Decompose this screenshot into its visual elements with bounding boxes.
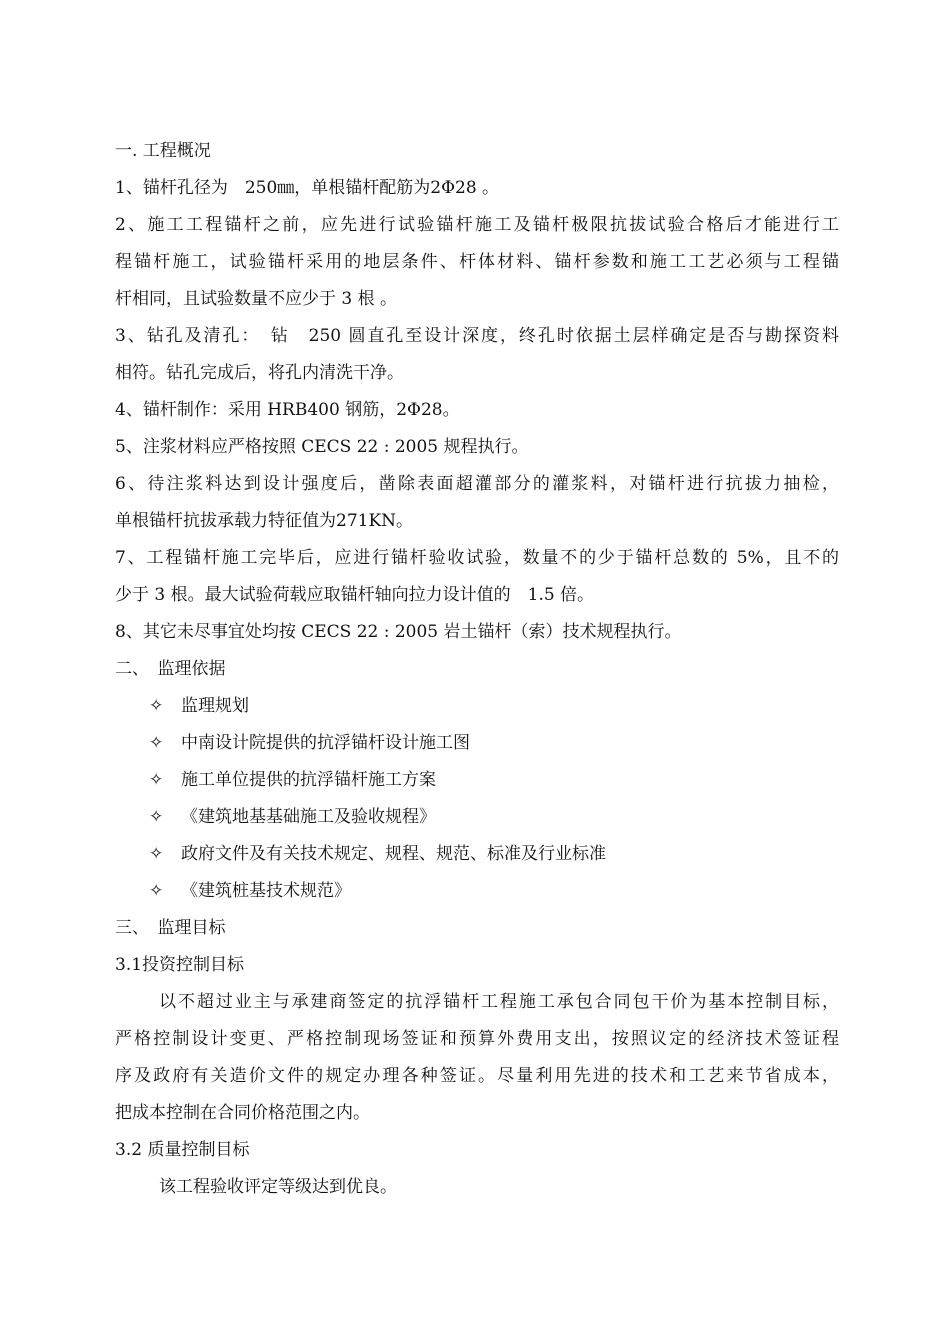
diamond-bullet-icon: ✧: [149, 770, 164, 790]
overview-item-2-line-2: 程锚杆施工，试验锚杆采用的地层条件、杆体材料、锚杆参数和施工工艺必须与工程锚: [115, 252, 839, 272]
overview-item-7-line-1: 7、工程锚杆施工完毕后，应进行锚杆验收试验，数量不的少于锚杆总数的 5%，且不的: [115, 548, 839, 568]
overview-item-2-line-3: 杆相同，且试验数量不应少于 3 根 。: [115, 289, 398, 309]
section-heading-basis: 二、 监理依据: [115, 659, 226, 679]
overview-item-4: 4、锚杆制作：采用 HRB400 钢筋，2Φ28。: [115, 400, 460, 420]
subsection-heading-investment: 3.1投资控制目标: [115, 955, 245, 975]
subsection-heading-quality: 3.2 质量控制目标: [115, 1140, 250, 1160]
basis-bullet-2: [115, 728, 839, 765]
investment-para-line-3: 序及政府有关造价文件的规定办理各种签证。尽量利用先进的技术和工艺来节省成本，: [115, 1066, 839, 1086]
basis-bullet-1: [115, 691, 839, 728]
overview-item-8: 8、其它未尽事宜处均按 CECS 22 : 2005 岩土锚杆（索）技术规程执行。: [115, 622, 682, 642]
overview-item-5: 5、注浆材料应严格按照 CECS 22 : 2005 规程执行。: [115, 437, 529, 457]
section-heading-goals: 三、 监理目标: [115, 918, 226, 938]
investment-para-line-1: 以不超过业主与承建商签定的抗浮锚杆工程施工承包合同包干价为基本控制目标，: [159, 992, 839, 1012]
basis-bullet-text: 《建筑地基基础施工及验收规程》: [181, 807, 436, 827]
basis-bullet-4: [115, 802, 839, 839]
overview-item-6-line-2: 单根锚杆抗拔承载力特征值为271KN。: [115, 511, 414, 531]
overview-item-1: 1、锚杆孔径为 250㎜，单根锚杆配筋为2Φ28 。: [115, 178, 500, 198]
investment-para-line-4: 把成本控制在合同价格范围之内。: [115, 1103, 370, 1123]
basis-bullet-text: 监理规划: [181, 696, 249, 716]
investment-para-line-2: 严格控制设计变更、严格控制现场签证和预算外费用支出，按照议定的经济技术签证程: [115, 1029, 839, 1049]
document-body: [115, 136, 839, 1209]
basis-bullet-text: 《建筑桩基技术规范》: [181, 881, 351, 901]
overview-item-2-line-1: 2、施工工程锚杆之前，应先进行试验锚杆施工及锚杆极限抗拔试验合格后才能进行工: [115, 215, 839, 235]
section-heading-overview: 一. 工程概况: [115, 141, 211, 161]
diamond-bullet-icon: ✧: [149, 733, 164, 753]
overview-item-7-line-2: 少于 3 根。最大试验荷载应取锚杆轴向拉力设计值的 1.5 倍。: [115, 585, 595, 605]
diamond-bullet-icon: ✧: [149, 881, 164, 901]
diamond-bullet-icon: ✧: [149, 696, 164, 716]
basis-bullet-5: [115, 839, 839, 876]
quality-para: 该工程验收评定等级达到优良。: [159, 1177, 397, 1197]
overview-item-6-line-1: 6、待注浆料达到设计强度后，凿除表面超灌部分的灌浆料，对锚杆进行抗拔力抽检，: [115, 474, 839, 494]
overview-item-3-line-1: 3、钻孔及清孔： 钻 250 圆直孔至设计深度，终孔时依据土层样确定是否与勘探资料: [115, 326, 839, 346]
basis-bullet-6: [115, 876, 839, 913]
diamond-bullet-icon: ✧: [149, 844, 164, 864]
basis-bullet-3: [115, 765, 839, 802]
basis-bullet-text: 政府文件及有关技术规定、规程、规范、标准及行业标准: [181, 844, 606, 864]
basis-bullet-text: 中南设计院提供的抗浮锚杆设计施工图: [181, 733, 470, 753]
overview-item-3-line-2: 相符。钻孔完成后，将孔内清洗干净。: [115, 363, 404, 383]
basis-bullet-text: 施工单位提供的抗浮锚杆施工方案: [181, 770, 436, 790]
diamond-bullet-icon: ✧: [149, 807, 164, 827]
